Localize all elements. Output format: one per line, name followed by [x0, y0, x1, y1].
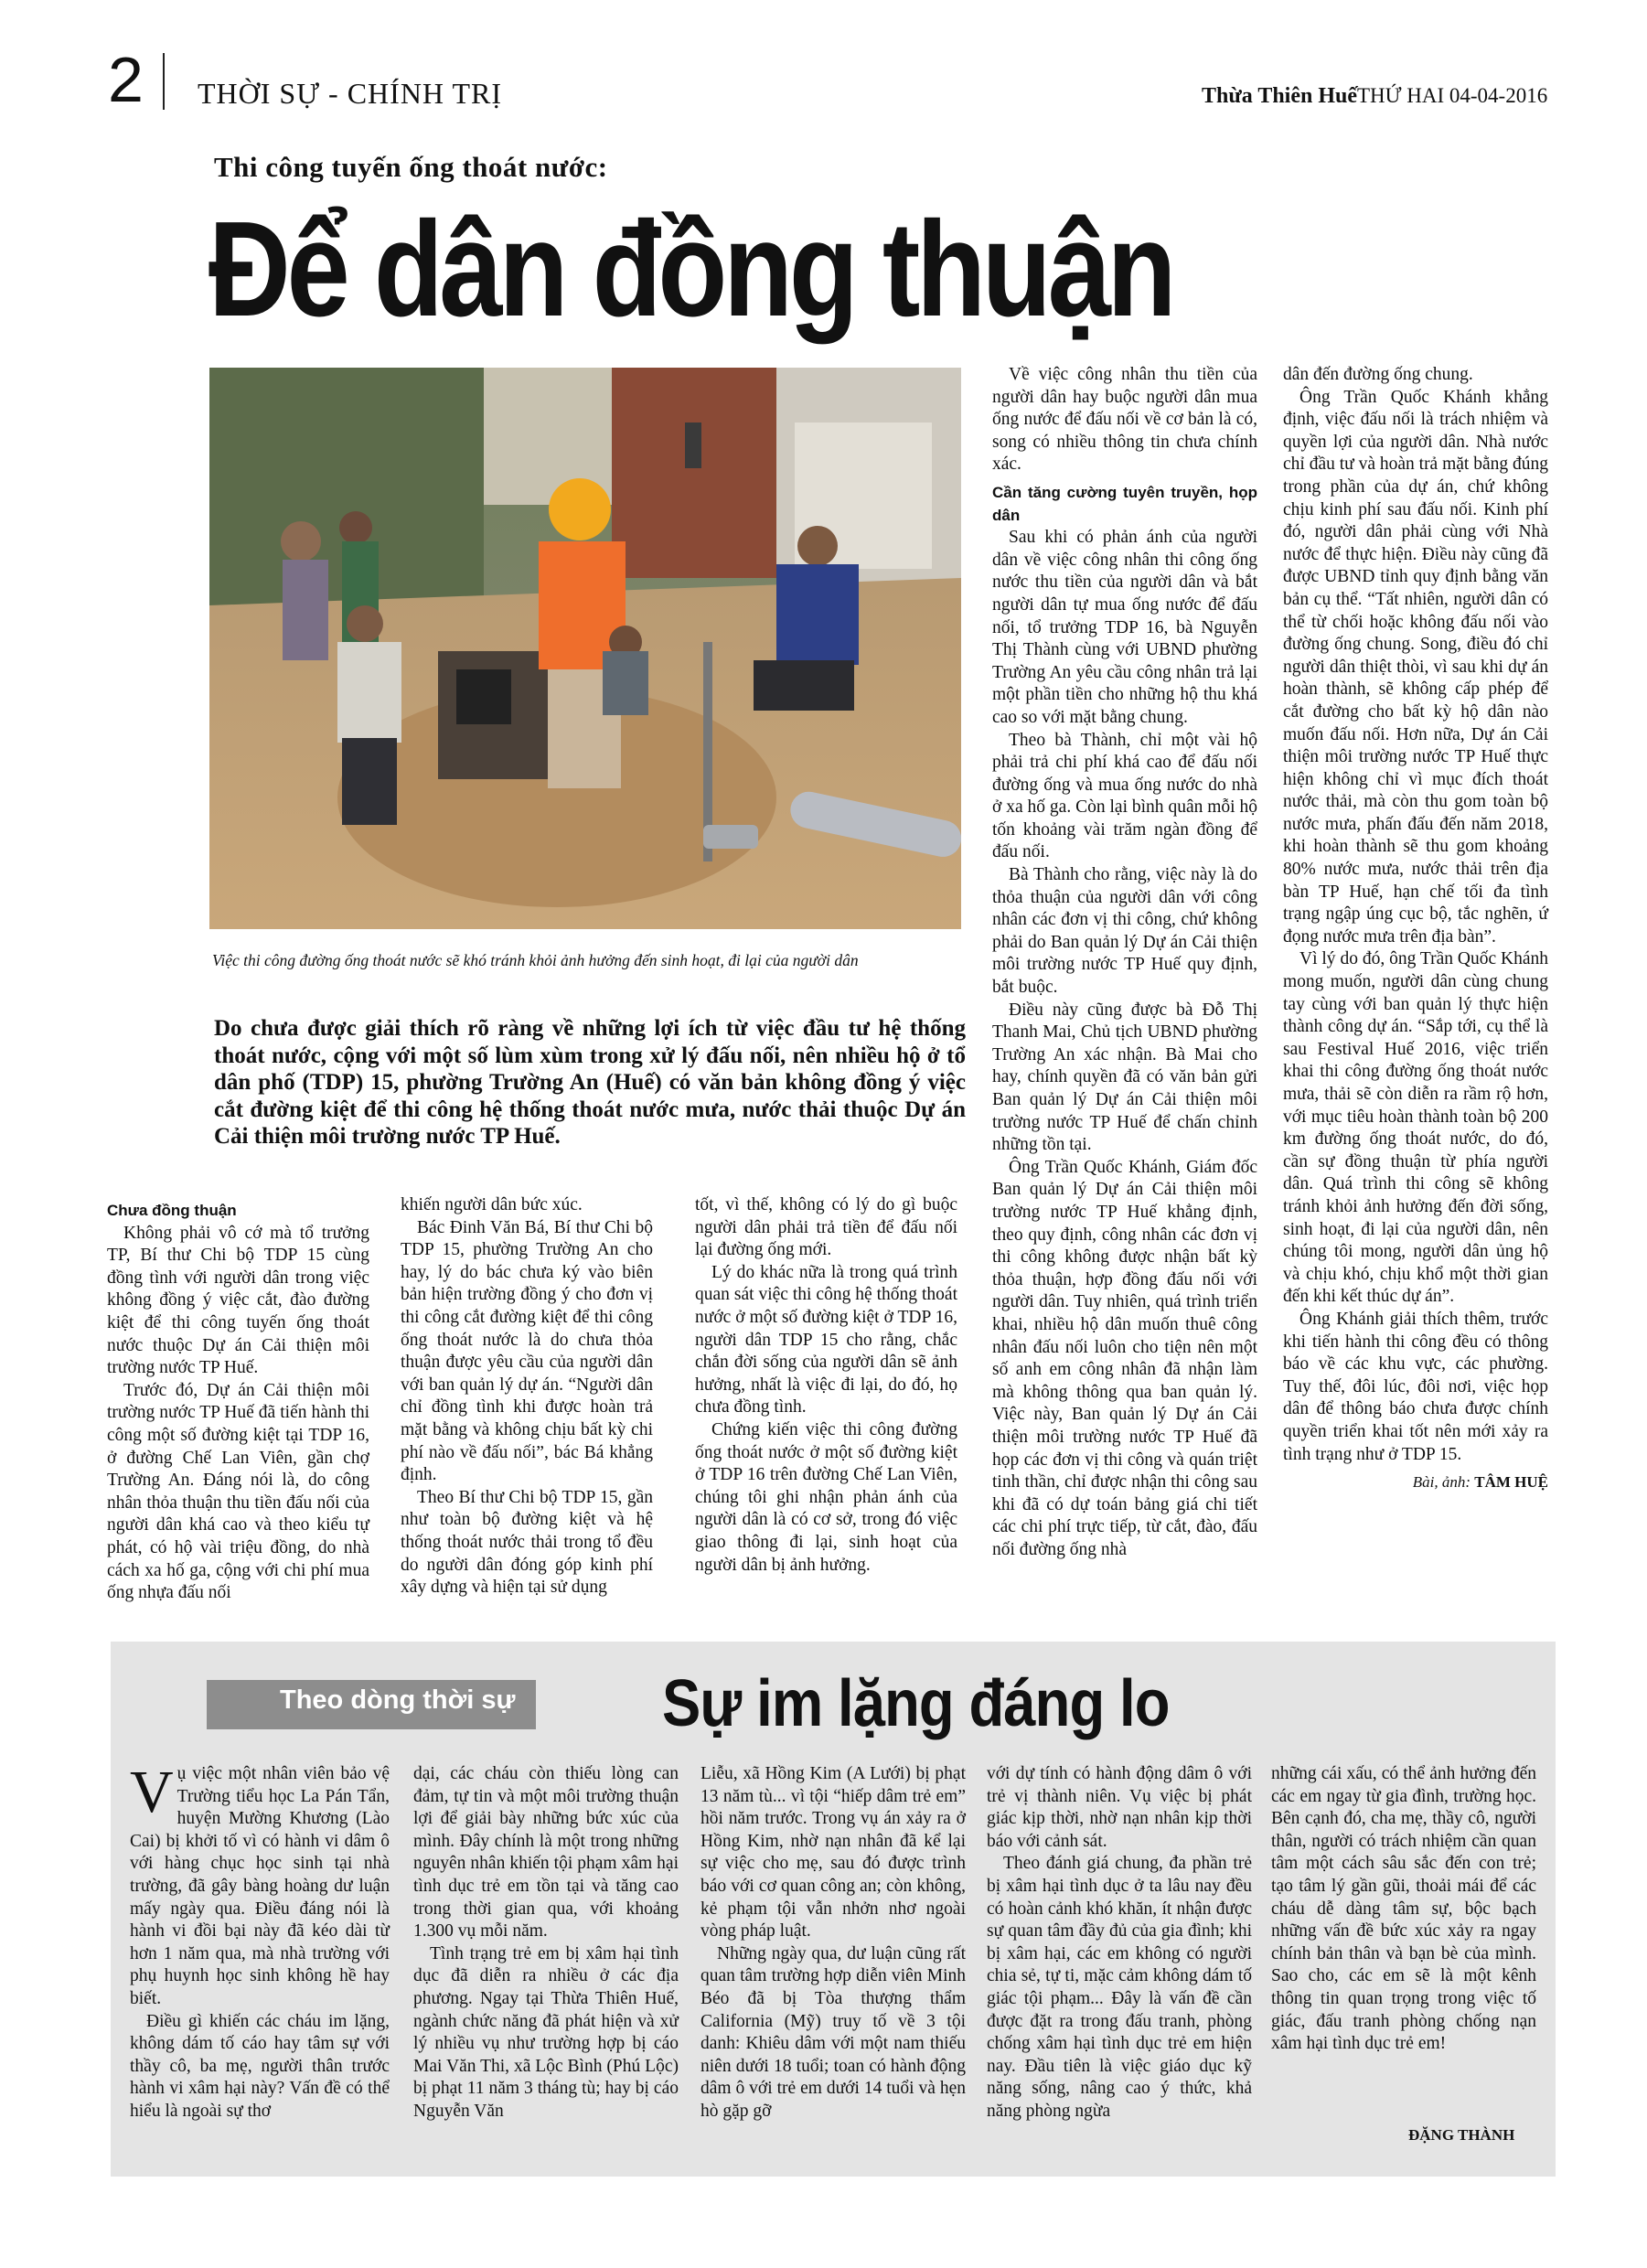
paragraph: Tình trạng trẻ em bị xâm hại tình dục đã diễn ra nhiều ở các địa phương. Ngay tại Thừa Thiên Huế, ngành chức năng đã phát hiện và xử lý nhiều vụ như trường hợp bị cáo Mai Văn Thi, xã Lộc Bình (Phú Lộc) bị phạt 11 năm 3 tháng tù; hay bị cáo Nguyễn Văn [413, 1943, 679, 2121]
paragraph: Điều gì khiến các cháu im lặng, không dám tố cáo hay tâm sự với thầy cô, ba mẹ, người thân trước hành vi xâm hại này? Vấn đề có thể hiểu là ngoài sự thơ [130, 2011, 390, 2121]
commentary-column-3 [701, 1763, 966, 2124]
article-column-5 [1283, 364, 1548, 1494]
construction-photo [209, 368, 961, 929]
article-byline [1283, 1471, 1548, 1494]
paragraph: Bà Thành cho rằng, việc này là do thỏa thuận của người dân với công nhân các đơn vị thi công, chứ không phải do Ban quản lý Dự án Cải thiện môi trường nước TP Huế quy định, bắt buộc. [992, 865, 1257, 998]
paragraph: Điều này cũng được bà Đỗ Thị Thanh Mai, Chủ tịch UBND phường Trường An xác nhận. Bà Mai cho hay, chính quyền đã có văn bản gửi Ban quản lý Dự án Cải thiện môi trường nước TP Huế để chấn chỉnh những tồn tại. [992, 1000, 1257, 1155]
commentary-label: Theo dòng thời sự [280, 1685, 516, 1715]
paragraph: những cái xấu, có thể ảnh hưởng đến các em ngay từ gia đình, trường học. Bên cạnh đó, cha mẹ, thầy cô, người thân, người có trách nhiệm cần quan tâm một cách sâu sắc đến con trẻ; tạo tâm lý gần gũi, thoải mái để các cháu dễ dàng tâm sự, bộc bạch những vấn đề bức xúc xảy ra ngay chính bản thân và bạn bè của mình. Sao cho, các em sẽ là một kênh thông tin quan trọng trong việc tố giác, đấu tranh phòng chống nạn xâm hại tình dục trẻ em! [1271, 1764, 1536, 2054]
paragraph: Theo bà Thành, chỉ một vài hộ phải trả chi phí khá cao để đấu nối đường ống và mua ống nước do nhà ở xa hố ga. Còn lại bình quân mỗi hộ tốn khoảng vài trăm ngàn đồng để đấu nối. [992, 730, 1257, 862]
paragraph: Theo Bí thư Chi bộ TDP 15, gần như toàn bộ đường kiệt và hệ thống thoát nước thải trong tổ đều do người dân đóng góp kinh phí xây dựng và hiện tại sử dụng [401, 1487, 653, 1598]
commentary-column-5 [1271, 1763, 1536, 2056]
subheading: Chưa đồng thuận [107, 1202, 237, 1219]
paragraph: Trước đó, Dự án Cải thiện môi trường nước TP Huế đã tiến hành thi công một số đường kiệt tại TDP 16, ở đường Chế Lan Viên, gần chợ Trường An. Đáng nói là, do công nhân thỏa thuận thu tiền đấu nối của người dân khá cao và theo kiểu tự phát, có hộ vài triệu đồng, do nhà cách xa hố ga, cộng với chi phí mua ống nhựa đấu nối [107, 1380, 369, 1603]
section-title: THỜI SỰ - CHÍNH TRỊ [198, 77, 502, 110]
paragraph: Sau khi có phản ánh của người dân về việc công nhân thi công ống nước thu tiền của người dân và bắt người dân tự mua ống nước để đấu nối, tổ trưởng TDP 16, bà Nguyễn Thị Thành cùng với UBND phường Trường An yêu cầu công nhân trả lại một phần tiền cho những hộ thu khá cao so với mặt bằng chung. [992, 528, 1257, 727]
paragraph: tốt, vì thế, không có lý do gì buộc người dân phải trả tiền để đấu nối lại đường ống mới. [695, 1195, 957, 1260]
paragraph: Chứng kiến việc thi công đường ống thoát nước ở một số đường kiệt ở TDP 16 trên đường Chế Lan Viên, chúng tôi ghi nhận phản ánh của người dân là có cơ sở, trong đó việc giao thông đi lại, sinh hoạt của người dân bị ảnh hưởng. [695, 1419, 957, 1575]
paragraph: Lý do khác nữa là trong quá trình quan sát việc thi công hệ thống thoát nước ở một số đường kiệt ở TDP 16, người dân TDP 15 cho rằng, chắc chắn đời sống của người dân sẽ ảnh hưởng, nhất là việc đi lại, do đó, họ chưa đồng tình. [695, 1262, 957, 1418]
paragraph: dại, các cháu còn thiếu lòng can đảm, tự tin và một môi trường thuận lợi để giải bày những bức xúc của mình. Đây chính là một trong những nguyên nhân khiến tội phạm xâm hại tình dục trẻ em tồn tại và tăng cao trong thời gian qua, với khoảng 1.300 vụ mỗi năm. [413, 1764, 679, 1942]
paragraph: Ông Khánh giải thích thêm, trước khi tiến hành thi công đều có thông báo về các khu vực, các phường. Tuy thế, đôi lúc, đôi nơi, việc họp dân để thông báo chưa được chính quyền triển khai tốt nên mới xảy ra tình trạng như ở TDP 15. [1283, 1309, 1548, 1464]
issue-date: THỨ HAI 04-04-2016 [1357, 84, 1548, 107]
commentary-column-2 [413, 1763, 679, 2124]
paragraph: ụ việc một nhân viên bảo vệ Trường tiểu học La Pán Tẩn, huyện Mường Khương (Lào Cai) bị khởi tố vì có hành vi dâm ô với hàng chục học sinh tại nhà trường, đã gây bàng hoàng dư luận mấy ngày qua. Điều đáng nói là hành vi đồi bại này đã kéo dài từ hơn 1 năm qua, mà nhà trường với phụ huynh học sinh không hề hay biết. [130, 1764, 390, 2008]
commentary-column-1 [130, 1759, 390, 2124]
paragraph: Ông Trần Quốc Khánh, Giám đốc Ban quản lý Dự án Cải thiện môi trường nước TP Huế khẳng định, theo quy định, công nhân các đơn vị thi công không được nhận bất kỳ thỏa thuận, hợp đồng đấu nối với người dân. Tuy nhiên, quá trình triển khai, nhiều hộ dân muốn thuê công nhân đấu nối luôn cho tiện nên một số anh em công nhân đã nhận làm mà không thông qua ban quản lý. Việc này, Ban quản lý Dự án Cải thiện môi trường nước TP Huế đã họp các đơn vị thi công và quán triệt tinh thần, chỉ được nhận thi công sau khi đã có dự toán bảng giá chi tiết các chi phí trực tiếp, từ cắt, đào, đấu nối đường ống nhà [992, 1157, 1257, 1559]
article-column-2 [401, 1194, 653, 1599]
photo-caption: Việc thi công đường ống thoát nước sẽ khó tránh khỏi ảnh hưởng đến sinh hoạt, đi lại của người dân [212, 951, 859, 969]
commentary-byline: ĐẶNG THÀNH [1408, 2126, 1515, 2144]
masthead: Thừa Thiên Huế [1202, 84, 1358, 108]
drop-cap: V [130, 1759, 174, 1825]
article-column-4 [992, 364, 1257, 1561]
paragraph: Về việc công nhân thu tiền của người dân hay buộc người dân mua ống nước để đấu nối về cơ bản là có, song có nhiều thông tin chưa chính xác. [992, 365, 1257, 475]
article-photo [209, 368, 961, 929]
article-column-3 [695, 1194, 957, 1577]
paragraph: Theo đánh giá chung, đa phần trẻ bị xâm hại tình dục ở ta lâu nay đều có hoàn cảnh khó khăn, ít nhận được sự quan tâm đầy đủ của gia đình; khi bị xâm hại, các em không có người chia sẻ, tự ti, mặc cảm không dám tố giác tội phạm... Đây là vấn đề cần được đặt ra trong đấu tranh, phòng chống xâm hại tình dục trẻ em hiện nay. Đầu tiên là việc giáo dục kỹ năng sống, nâng cao ý thức, khả năng phòng ngừa [987, 1854, 1252, 2121]
article-column-1 [107, 1198, 369, 1605]
article-lead: Do chưa được giải thích rõ ràng về những lợi ích từ việc đầu tư hệ thống thoát nước, cộng với một số lùm xùm trong xử lý đấu nối, nên nhiều hộ ở tổ dân phố (TDP) 15, phường Trường An (Huế) có văn bản không đồng ý việc cắt đường kiệt để thi công hệ thống thoát nước mưa, nước thải thuộc Dự án Cải thiện môi trường nước TP Huế. [214, 1016, 966, 1149]
commentary-column-4 [987, 1763, 1252, 2124]
paragraph: Bác Đinh Văn Bá, Bí thư Chi bộ TDP 15, phường Trường An cho hay, lý do bác chưa ký vào biên bản hiện trường đồng ý cho đơn vị thi công cắt đường kiệt để thi công ống thoát nước là do chưa thỏa thuận được yêu cầu của người dân với ban quản lý dự án. “Người dân chỉ đồng tình khi được hoàn trả mặt bằng và không chịu bất kỳ chi phí nào về đấu nối”, bác Bá khẳng định. [401, 1217, 653, 1485]
paragraph: Những ngày qua, dư luận cũng rất quan tâm trường hợp diễn viên Minh Béo đã bị Tòa thượng thẩm California (Mỹ) truy tố về 3 tội danh: Khiêu dâm với một nam thiếu niên dưới 18 tuổi; toan có hành động dâm ô với trẻ em dưới 14 tuổi và hẹn hò gặp gỡ [701, 1943, 966, 2121]
paragraph: dân đến đường ống chung. [1283, 365, 1473, 384]
subheading: Cần tăng cường tuyên truyền, họp dân [992, 483, 1257, 524]
paragraph: Vì lý do đó, ông Trần Quốc Khánh mong muốn, người dân cùng chung tay cùng với ban quản lý thực hiện thành công dự án. “Sắp tới, cụ thể là sau Festival Huế 2016, việc triển khai thi công đường ống thoát nước mưa, thải sẽ còn diễn ra rầm rộ hơn, với mục tiêu hoàn thành toàn bộ 200 km đường ống thoát nước, do đó, cần sự đồng thuận từ phía người dân. Quá trình thi công sẽ không tránh khỏi ảnh hưởng đến đời sống, sinh hoạt, đi lại của người dân, nên chúng tôi mong, người dân ủng hộ và chịu khó, chịu khổ một thời gian đến khi kết thúc dự án”. [1283, 949, 1548, 1307]
commentary-headline: Sự im lặng đáng lo [662, 1667, 1170, 1740]
paragraph: Liễu, xã Hồng Kim (A Lưới) bị phạt 13 năm tù... vì tội “hiếp dâm trẻ em” hồi năm trước. Trong vụ án xảy ra ở Hồng Kim, nhờ nạn nhân đã kể lại sự việc cho mẹ, sau đó được trình báo với cơ quan công an; còn không, kẻ phạm tội vẫn nhởn nhơ ngoài vòng pháp luật. [701, 1764, 966, 1942]
article-headline: Để dân đồng thuận [209, 194, 1173, 345]
paragraph: với dự tính có hành động dâm ô với trẻ vị thành niên. Vụ việc bị phát giác kịp thời, nhờ nạn nhân kịp thời báo với cảnh sát. [987, 1764, 1252, 1851]
paragraph: khiến người dân bức xúc. [401, 1195, 583, 1214]
paragraph: Không phải vô cớ mà tổ trưởng TP, Bí thư Chi bộ TDP 15 cùng đồng tình với người dân trong việc không đồng ý việc cắt, đào đường kiệt để thi công tuyến ống thoát nước thuộc Dự án Cải thiện môi trường nước TP Huế. [107, 1223, 369, 1378]
byline-author: TÂM HUỆ [1474, 1473, 1548, 1492]
header-divider [163, 53, 165, 110]
paragraph: Ông Trần Quốc Khánh khẳng định, việc đấu nối là trách nhiệm và quyền lợi của người dân. Nhà nước chỉ đầu tư và hoàn trả mặt bằng đúng trong phần của dự án, chứ không chịu kinh phí sau đấu nối. Kinh phí đó, người dân phải cùng với Nhà nước để thực hiện. Điều này cũng đã được UBND tỉnh quy định bằng văn bản cụ thể. “Tất nhiên, người dân có thể từ chối hoặc không đấu nối vào đường ống chung. Song, điều đó chỉ người dân thiệt thòi, vì sau khi dự án hoàn thành, sẽ không cấp phép để cắt đường cho bất kỳ hộ dân nào muốn đấu nối. Hơn nữa, Dự án Cải thiện môi trường nước TP Huế thực hiện không chỉ vì mục đích thoát nước thải, mà còn thu gom toàn bộ nước mưa, phấn đấu đến năm 2018, khi hoàn thành sẽ thu gom khoảng 80% nước mưa, nước thải trên địa bàn TP Huế, hạn chế tối đa tình trạng ngập úng cục bộ, tắc nghẽn, ứ đọng nước mưa trên địa bàn”. [1283, 387, 1548, 947]
article-kicker: Thi công tuyến ống thoát nước: [214, 151, 608, 183]
byline-prefix: Bài, ảnh: [1412, 1473, 1471, 1492]
page-number: 2 [108, 44, 144, 115]
